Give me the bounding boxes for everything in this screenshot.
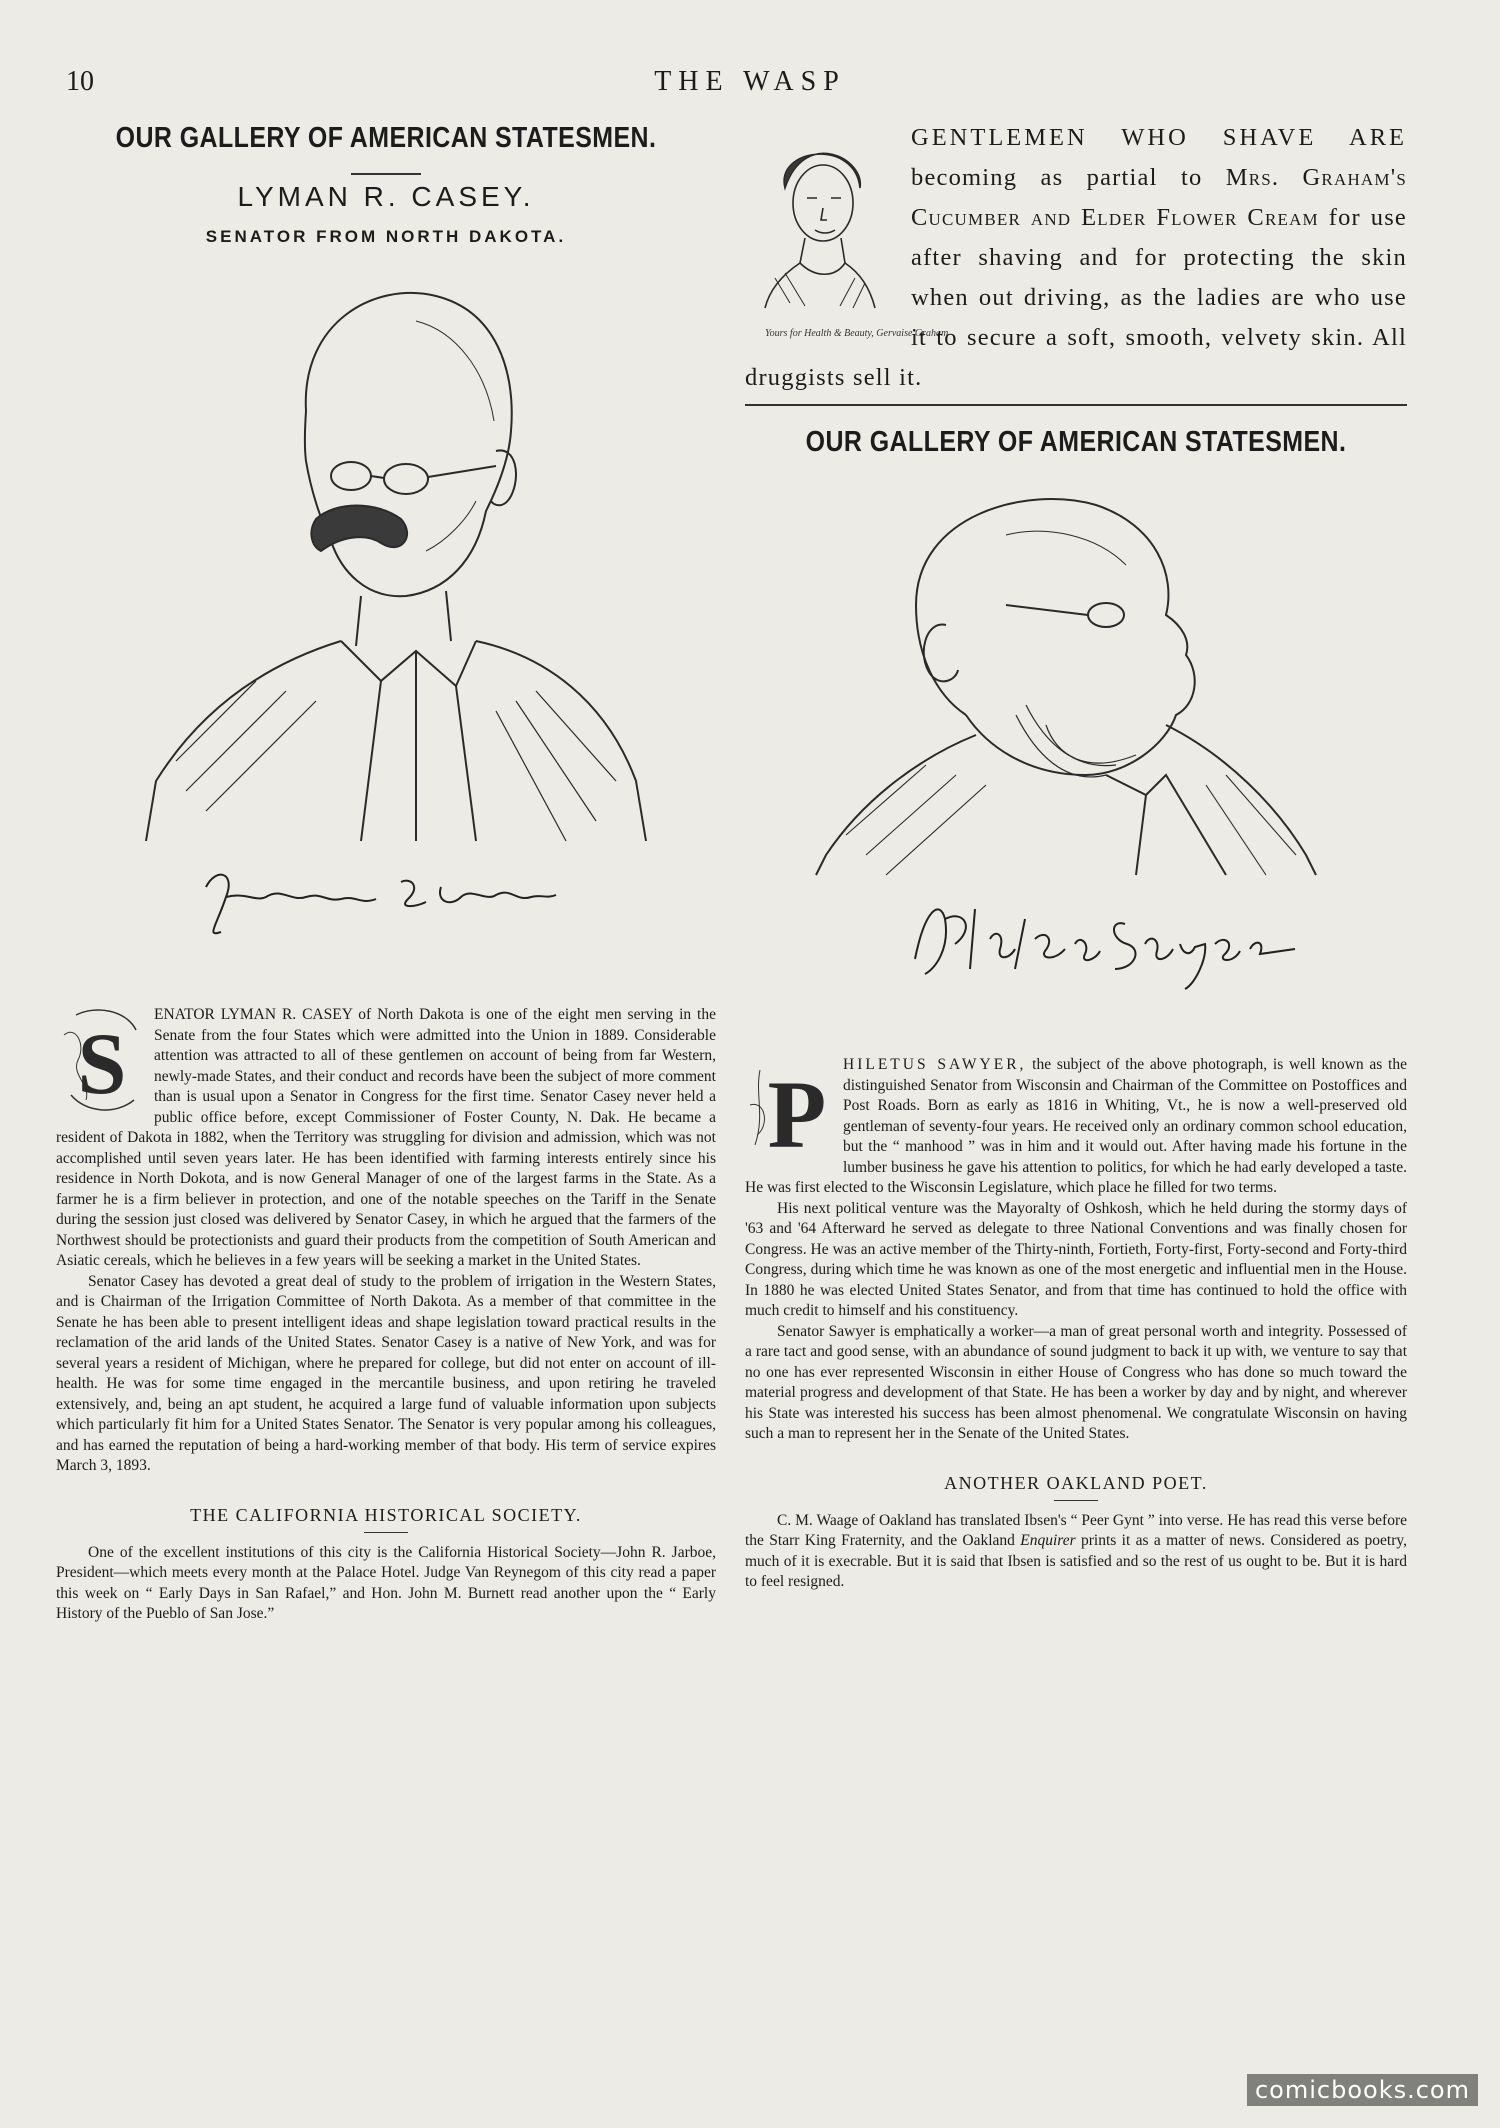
divider [364, 1532, 408, 1533]
divider [351, 173, 421, 175]
casey-paragraph-1: ENATOR LYMAN R. CASEY of North Dakota is one of the eight men serving in the Senate from the four States which were admitted into the Union in 1889. Considerable attention was attracted to all of these gentlemen on account of being from far Western, newly-made States, and their conduct and records have been the subject of more comment than is usual upon a Senator in Congress for the first time. Senator Casey never held a public office before, except Commissioner of Foster County, N. Dak. He became a resident of Dakota in 1882, when the Territory was struggling for division and admission, which was not accomplished until seven years later. He has been identified with farming interests entirely since his residence in North Dokota, and is now General Manager of one of the largest farms in the State. As a farmer he is a firm believer in protection, and one of the notable speeches on the Tariff in the Senate during the session just closed was delivered by Senator Casey, in which he argued that the farmers of the Northwest should be protectionists and guard their products from the competition of South American and Asiatic cereals, which he believes in a few years will be seeking a market in the United States. [56, 1006, 716, 1269]
svg-text:P: P [767, 1061, 827, 1168]
gallery-heading: OUR GALLERY OF AMERICAN STATESMEN. [115, 122, 657, 154]
dropcap-s [56, 1005, 148, 1117]
divider [745, 404, 1407, 406]
sawyer-paragraph-2: His next political venture was the Mayoralty of Oshkosh, which he held during the stormy days of '63 and '64 Afterward he served as delegate to three National Conventions and was finally chosen for Congress. He was an active member of the Thirty-ninth, Fortieth, Forty-first, Forty-second and Forty-third Congress, during which time he was known as one of the most energetic and influential men in the House. In 1880 he was elected United States Senator, and from that time has continued to hold the office with much credit to himself and his constituency. [745, 1199, 1407, 1319]
sawyer-paragraph-3: Senator Sawyer is emphatically a worker—a man of great personal worth and integrity. Possessed of a rare tact and good sense, with an abundance of sound judgment to back it up with, we venture to say that no one has ever represented Wisconsin in either House of Congress who has done so much toward the material progress and development of that State. He has been a worker by day and by night, and wherever his State was interested his success has been almost phenomenal. We congratulate Wisconsin on having such a man to represent her in the Senate of the United States. [745, 1322, 1407, 1442]
site-watermark: comicbooks.com [1247, 2074, 1478, 2106]
gallery-heading: OUR GALLERY OF AMERICAN STATESMEN. [805, 426, 1347, 458]
statesman-name: LYMAN R. CASEY. [237, 181, 535, 212]
sawyer-paragraph-1: HILETUS SAWYER, the subject of the above photograph, is well known as the distinguished Senator from Wisconsin and Chairman of the Committee on Postoffices and Post Roads. Born as early as 1816 in Whiting, Vt., he is now a well-preserved old gentleman of seventy-four years. He received only an ordinary common school education, but the “ manhood ” was in him and it would out. After having made his fortune in the lumber business he gave his attention to politics, for which he had early developed a taste. He was first elected to the Wisconsin Legislature, which place he filled for two terms. [745, 1056, 1407, 1196]
section-heading: THE CALIFORNIA HISTORICAL SOCIETY. [190, 1504, 582, 1525]
ad-copy: GENTLEMEN WHO SHAVE ARE becoming as partial to Mrs. Graham's Cucumber and Elder Flower Cream for use after shaving and for protecting the skin when out driving, as the ladies are who use it to secure a soft, smooth, velvety skin. All druggists sell it. [745, 124, 1408, 391]
oakland-poet-body: C. M. Waage of Oakland has translated Ibsen's “ Peer Gynt ” into verse. He has read this verse before the Starr King Fraternity, and the Oakland Enquirer prints it as a matter of news. Considered as poetry, much of it is execrable. But it is said that Ibsen is satisfied and so the rest of us ought to be. But it is hard to feel resigned. [745, 1511, 1407, 1590]
sawyer-signature [895, 889, 1315, 999]
cream-advertisement [745, 118, 1407, 398]
dropcap-p [745, 1055, 837, 1167]
divider [1054, 1500, 1098, 1501]
casey-paragraph-2: Senator Casey has devoted a great deal of study to the problem of irrigation in the Western States, and is Chairman of the Irrigation Committee of North Dakota. As a member of that committee in the Senate he has been able to present intelligent ideas and shape legislation toward practical results in the reclamation of the arid lands of the United States. Senator Casey is a native of New York, and was for several years a resident of Michigan, where he prepared for college, but did not enter on account of ill-health. He was for some time engaged in the mercantile business, and upon retiring he traveled extensively, and, being an apt student, he acquired a large fund of valuable information upon subjects which particularly fit him for a United States Senator. The Senator is very popular among his colleagues, and has earned the reputation of being a hard-working member of that body. His term of service expires March 3, 1893. [56, 1272, 716, 1474]
historical-society-body: One of the excellent institutions of this city is the California Historical Society—John R. Jarboe, President—which meets every month at the Palace Hotel. Judge Van Reynegom of this city read a paper this week on “ Early Days in San Rafael,” and Hon. John M. Burnett read another upon the “ Early History of the Pueblo of San Jose.” [56, 1543, 716, 1622]
running-title: THE WASP [654, 66, 846, 97]
casey-portrait [116, 261, 656, 841]
svg-text:Yours for Health & Beauty, Ger: Yours for Health & Beauty, Gervaise Graham [765, 328, 949, 339]
graham-portrait [745, 128, 949, 348]
historical-society-section [56, 1505, 716, 1625]
casey-signature [186, 857, 566, 947]
sawyer-article [745, 1055, 1407, 1445]
page-number: 10 [66, 66, 94, 97]
statesman-title: SENATOR FROM NORTH DAKOTA. [205, 227, 567, 246]
svg-text:S: S [77, 1016, 127, 1113]
casey-column [56, 122, 716, 1625]
section-heading: ANOTHER OAKLAND POET. [944, 1472, 1208, 1493]
sawyer-portrait [806, 475, 1346, 875]
casey-article [56, 1005, 716, 1477]
right-column [745, 118, 1407, 1593]
oakland-poet-section [745, 1473, 1407, 1593]
